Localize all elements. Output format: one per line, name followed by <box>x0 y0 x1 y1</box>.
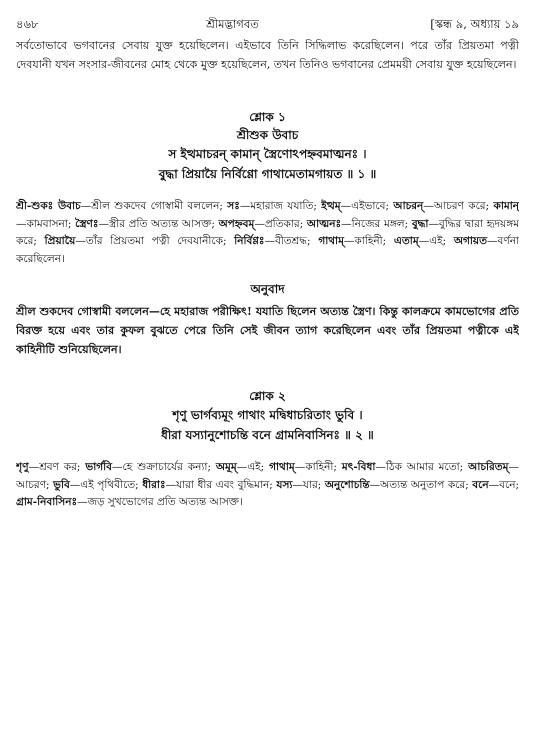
synonym-word: যস্য <box>276 478 293 491</box>
verse-1 <box>16 108 519 359</box>
synonym-meaning: —আচরণ; <box>16 461 519 491</box>
verse-2-line-1: শৃণু ভার্গব্যমূং গাথাং মদ্বিধাচরিতাং ভুবি । <box>172 408 363 422</box>
synonym-word: ভার্গবি <box>85 461 113 473</box>
synonym-word: শ্রী-শুকঃ উবাচ <box>16 200 81 212</box>
synonym-meaning: —অত্যন্ত অনুতাপ করে; <box>369 478 473 491</box>
verse-1-speaker: শ্রীশুক উবাচ <box>236 128 299 142</box>
synonym-meaning: —জড় সুখভোগের প্রতি অত্যন্ত আসক্ত। <box>77 496 243 508</box>
book-title: শ্রীমদ্ভাগবত <box>206 17 259 31</box>
synonym-meaning: —নিজের মঙ্গল; <box>341 217 412 230</box>
synonym-meaning: —এই পৃথিবীতে; <box>69 478 143 491</box>
running-header <box>16 16 519 32</box>
synonym-word: সঃ <box>227 200 240 212</box>
verse-2-synonyms <box>16 459 519 512</box>
synonym-meaning: —কাহিনী; <box>294 461 342 473</box>
synonym-meaning: —আচরণ করে; <box>423 200 494 212</box>
synonym-meaning: —স্ত্রীর প্রতি অত্যন্ত আসক্ত; <box>98 217 219 230</box>
synonym-word: গ্রাম-নিবাসিনঃ <box>16 496 78 508</box>
synonym-word: ধীরাঃ <box>142 478 166 491</box>
synonym-meaning: —কামবাসনা; <box>16 217 76 230</box>
synonym-meaning: —যারা ধীর এবং বুদ্ধিমান; <box>165 478 277 491</box>
synonym-meaning: —মহারাজ যযাতি; <box>239 200 322 212</box>
synonym-word: অমূম্ <box>215 461 237 473</box>
synonym-meaning: —এই; <box>236 461 270 473</box>
synonym-word: বনে <box>472 478 489 491</box>
synonym-word: গাথাম্ <box>318 235 344 247</box>
synonym-meaning: —প্রতিকার; <box>254 217 307 230</box>
verse-2-line-2: ধীরা যস্যানুশোচন্তি বনে গ্রামনিবাসিনঃ ॥ ২ ॥ <box>161 428 374 442</box>
intro-paragraph: সর্বতোভাবে ভগবানের সেবায় যুক্ত হয়েছিলেন। এইভাবে তিনি সিদ্ধিলাভ করেছিলেন। পরে তাঁর প্রিয়তমা পত্নী দেবযানী যখন সংসার-জীবনের মোহ থেকে মুক্ত হয়েছিলেন, তখন তিনিও ভগবানের প্রেমময়ী সেবায় যুক্ত হয়েছিলেন। <box>16 39 519 71</box>
synonym-word: গাথাম্ <box>269 461 295 473</box>
synonym-meaning: —যার; <box>292 478 325 491</box>
synonym-word: অনুশোচন্তি <box>324 478 370 491</box>
page-number: ৪৬৮ <box>16 17 39 31</box>
synonym-word: নির্বিণ্ণঃ <box>234 235 265 247</box>
synonym-meaning: —ঠিক আমার মতো; <box>375 461 469 473</box>
synonym-meaning: —এইভাবে; <box>340 200 394 212</box>
verse-2 <box>16 387 519 512</box>
verse-1-line-1: স ইত্থমাচরন্ কামান্ স্ত্রৈণোঽপহ্নবমাত্মনঃ । <box>168 147 367 161</box>
verse-1-line-2: বুদ্ধা প্রিয়ায়ৈ নির্বিণ্ণো গাথামেতামগায়ত ॥ ১ ॥ <box>158 167 377 181</box>
page <box>16 16 519 721</box>
synonym-word: ইত্থম্ <box>321 200 341 212</box>
synonym-word: আচরিতম্ <box>468 461 509 473</box>
synonym-word: ভুবি <box>53 478 70 491</box>
verse-1-translation: শ্রীল শুকদেব গোস্বামী বললেন—হে মহারাজ পরীক্ষিৎ! যযাতি ছিলেন অত্যন্ত স্ত্রৈণ। কিন্তু কালক্রমে কামভোগের প্রতি বিরক্ত হয়ে এবং তার কুফল বুঝতে পেরে তিনি সেই জীবন ত্যাগ করেছিলেন এবং তাঁর প্রিয়তমা পত্নীকে এই কাহিনীটি শুনিয়েছিলেন। <box>16 305 519 356</box>
verse-1-synonyms <box>16 198 519 268</box>
synonym-word: মৎ-বিধা <box>341 461 376 473</box>
synonym-meaning: —বর্ণনা করেছিলেন। <box>16 235 519 265</box>
synonym-word: কামান্ <box>493 200 519 212</box>
synonym-word: অগায়ত <box>453 235 487 247</box>
synonym-word: বুদ্ধা <box>411 217 429 230</box>
synonym-meaning: —এই; <box>418 235 454 247</box>
synonym-meaning: —বুদ্ধির দ্বারা হৃদয়ঙ্গম করে; <box>16 217 519 247</box>
synonym-word: প্রিয়ায়ৈ <box>44 235 76 247</box>
synonym-meaning: —বনে; <box>488 478 519 491</box>
synonym-meaning: —শ্রীল শুকদেব গোস্বামী বললেন; <box>80 200 228 212</box>
synonym-word: স্ত্রৈণঃ <box>75 217 99 230</box>
chapter-reference: [স্কন্ধ ৯, অধ্যায় ১৯ <box>430 17 519 31</box>
verse-1-heading: শ্লোক ১ <box>249 110 286 124</box>
synonym-meaning: —কাহিনী; <box>343 235 394 247</box>
synonym-meaning: —শ্রবণ কর; <box>28 461 86 473</box>
synonym-word: অপহ্নবম্ <box>218 217 255 230</box>
synonym-meaning: —তাঁর প্রিয়তমা পত্নী দেবযানীকে; <box>75 235 235 247</box>
translation-heading: অনুবাদ <box>250 282 285 296</box>
verse-2-heading: শ্লোক ২ <box>249 389 286 403</box>
synonym-word: শৃণু <box>16 461 29 473</box>
synonym-word: আচরন্ <box>393 200 424 212</box>
synonym-meaning: —বীতশ্রদ্ধ; <box>264 235 319 247</box>
synonym-word: আত্মনঃ <box>306 217 342 230</box>
synonym-word: এতাম্ <box>393 235 419 247</box>
synonym-meaning: —হে শুক্রাচার্যের কন্যা; <box>112 461 216 473</box>
